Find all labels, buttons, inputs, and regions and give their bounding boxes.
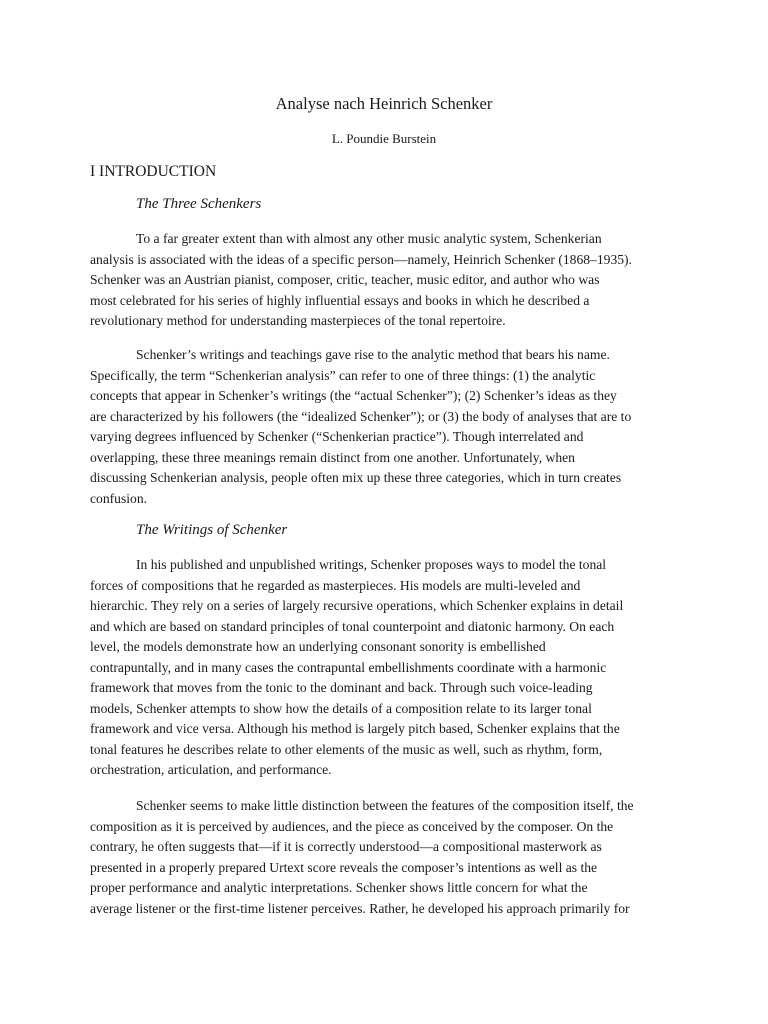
- document-title: Analyse nach Heinrich Schenker: [275, 94, 493, 113]
- paragraph-line: forces of compositions that he regarded as masterpieces. His models are multi-leveled and: [90, 577, 581, 593]
- paragraph-line: Schenker seems to make little distinction between the features of the composition itself, the: [136, 798, 634, 813]
- paragraph-line: confusion.: [90, 490, 148, 506]
- subheading-three-schenkers: The Three Schenkers: [136, 196, 262, 212]
- paragraph-line: framework and vice versa. Although his method is largely pitch based, Schenker explains that the: [90, 721, 620, 736]
- paragraph-line: average listener or the first-time listener perceives. Rather, he developed his approach primarily for: [90, 900, 630, 916]
- paragraph-line: models, Schenker attempts to show how the details of a composition relate to its larger tonal: [90, 700, 592, 716]
- paragraph: [90, 345, 680, 509]
- paragraph: [90, 555, 680, 781]
- section-heading: I INTRODUCTION: [90, 163, 217, 180]
- document-author: L. Poundie Burstein: [331, 131, 437, 146]
- paragraph-line: varying degrees influenced by Schenker (“Schenkerian practice”). Though interrelated and: [90, 429, 584, 444]
- paragraph: [90, 229, 680, 332]
- paragraph-line: hierarchic. They rely on a series of largely recursive operations, which Schenker explains in detail: [90, 598, 624, 613]
- paragraph-line: framework that moves from the tonic to the dominant and back. Through such voice-leading: [90, 680, 593, 695]
- paragraph-line: and which are based on standard principles of tonal counterpoint and diatonic harmony. On each: [90, 618, 615, 634]
- paragraph-line: are characterized by his followers (the “idealized Schenker”); or (3) the body of analyses that are to: [90, 408, 632, 424]
- paragraph-line: Schenker was an Austrian pianist, composer, critic, teacher, music editor, and author who was: [90, 272, 600, 287]
- paragraph-line: composition as it is perceived by audiences, and the piece as conceived by the composer. On the: [90, 818, 614, 834]
- paragraph-line: analysis is associated with the ideas of a specific person—namely, Heinrich Schenker (1868–1935).: [90, 251, 632, 267]
- paragraph: [90, 796, 680, 919]
- paragraph-line: orchestration, articulation, and performance.: [90, 762, 332, 777]
- paragraph-line: proper performance and analytic interpretations. Schenker shows little concern for what the: [90, 880, 588, 895]
- paragraph-line: Schenker’s writings and teachings gave rise to the analytic method that bears his name.: [136, 347, 610, 362]
- paragraph-line: Specifically, the term “Schenkerian analysis” can refer to one of three things: (1) the analytic: [90, 367, 596, 383]
- paragraph-line: most celebrated for his series of highly influential essays and books in which he described a: [90, 292, 590, 308]
- paragraph-line: level, the models demonstrate how an underlying consonant sonority is embellished: [90, 639, 546, 654]
- paragraph-line: discussing Schenkerian analysis, people often mix up these three categories, which in turn creates: [90, 470, 622, 485]
- subheading-writings: The Writings of Schenker: [136, 522, 288, 538]
- paragraph-line: tonal features he describes relate to other elements of the music as well, such as rhythm, form,: [90, 741, 603, 757]
- paragraph-line: In his published and unpublished writings, Schenker proposes ways to model the tonal: [136, 557, 607, 572]
- paragraph-line: revolutionary method for understanding masterpieces of the tonal repertoire.: [90, 313, 506, 328]
- paragraph-line: overlapping, these three meanings remain distinct from one another. Unfortunately, when: [90, 449, 575, 465]
- paragraph-line: contrapuntally, and in many cases the contrapuntal embellishments coordinate with a harmonic: [90, 659, 607, 675]
- paragraph-line: contrary, he often suggests that—if it is correctly understood—a compositional masterwork as: [90, 839, 602, 854]
- paragraph-line: To a far greater extent than with almost any other music analytic system, Schenkerian: [136, 231, 602, 246]
- paragraph-line: concepts that appear in Schenker’s writings (the “actual Schenker”); (2) Schenker’s ideas as they: [90, 388, 617, 403]
- paragraph-line: presented in a properly prepared Urtext score reveals the composer’s intentions as well as the: [90, 859, 598, 875]
